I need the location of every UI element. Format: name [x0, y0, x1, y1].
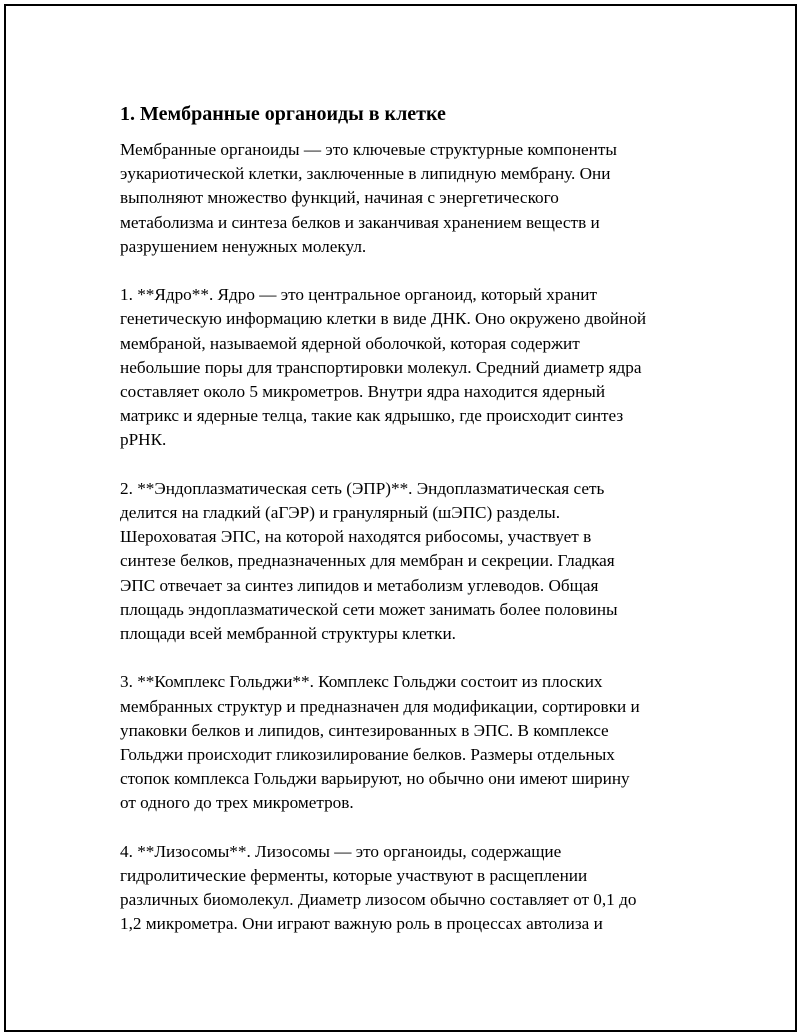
intro-paragraph: Мембранные органоиды — это ключевые структурные компоненты эукариотической клетки, заключенные в липидную мембрану. Они выполняют множество функций, начиная с энергетического метаболизма и синтеза белков и заканчивая хранением веществ и разрушением ненужных молекул. [120, 140, 617, 256]
paragraph-nucleus: 1. **Ядро**. Ядро — это центральное органоид, который хранит генетическую информацию клетки в виде ДНК. Оно окружено двойной мембраной, называемой ядерной оболочкой, которая содержит небольшие поры для транспортировки молекул. Средний диаметр ядра составляет около 5 микрометров. Внутри ядра находится ядерный матрикс и ядерные телца, такие как ядрышко, где происходит синтез рРНК. [120, 285, 647, 450]
paragraph-golgi-complex: 3. **Комплекс Гольджи**. Комплекс Гольджи состоит из плоских мембранных структур и предназначен для модификации, сортировки и упаковки белков и липидов, синтезированных в ЭПС. В комплексе Гольджи происходит гликозилирование белков. Размеры отдельных стопок комплекса Гольджи варьируют, но обычно они имеют ширину от одного до трех микрометров. [120, 672, 640, 813]
page-frame [4, 4, 797, 1032]
section-heading: 1. Мембранные органоиды в клетке [120, 103, 446, 125]
paragraph-lysosomes: 4. **Лизосомы**. Лизосомы — это органоиды, содержащие гидролитические ферменты, которые участвуют в расщеплении различных биомолекул. Диаметр лизосом обычно составляет от 0,1 до 1,2 микрометра. Они играют важную роль в процессах автолиза и [120, 841, 637, 934]
document-body [120, 96, 692, 961]
paragraph-endoplasmic-reticulum: 2. **Эндоплазматическая сеть (ЭПР)**. Эндоплазматическая сеть делится на гладкий (аГЭР) и гранулярный (шЭПС) разделы. Шероховатая ЭПС, на которой находятся рибосомы, участвует в синтезе белков, предназначенных для мембран и секреции. Гладкая ЭПС отвечает за синтез липидов и метаболизм углеводов. Общая площадь эндоплазматической сети может занимать более половины площади всей мембранной структуры клетки. [120, 478, 618, 644]
